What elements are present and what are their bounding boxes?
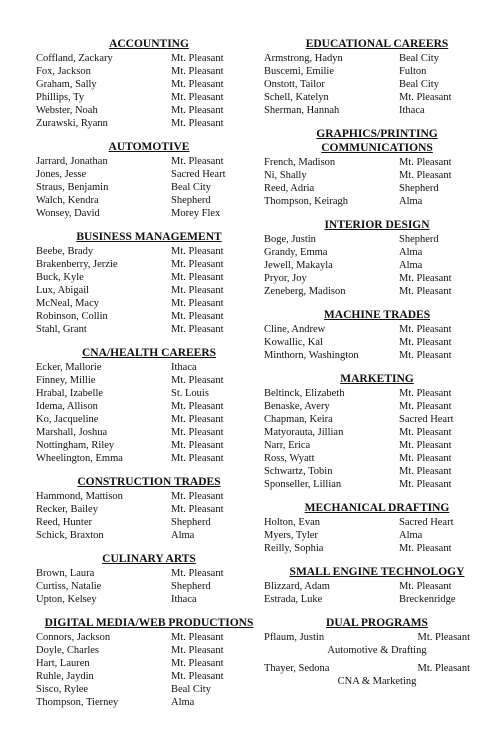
student-row — [36, 78, 262, 91]
student-row — [264, 104, 490, 117]
student-row — [264, 233, 490, 246]
student-city: Mt. Pleasant — [399, 543, 452, 554]
left-column — [36, 38, 262, 720]
student-city: Mt. Pleasant — [171, 298, 224, 309]
section-title: AUTOMOTIVE — [108, 141, 190, 153]
student-name: Thompson, Keiragh — [264, 196, 348, 207]
student-name: Webster, Noah — [36, 105, 98, 116]
student-city: Ithaca — [171, 594, 197, 605]
student-name: McNeal, Macy — [36, 298, 99, 309]
student-row — [264, 285, 490, 298]
student-city: Mt. Pleasant — [171, 311, 224, 322]
student-name: Jewell, Makayla — [264, 260, 333, 271]
student-city: Beal City — [399, 79, 439, 90]
student-city: Mt. Pleasant — [171, 285, 224, 296]
student-city: Alma — [171, 697, 195, 708]
student-row — [36, 452, 262, 465]
section-title: MECHANICAL DRAFTING — [304, 502, 450, 514]
student-name: Robinson, Collin — [36, 311, 108, 322]
student-name: Myers, Tyler — [264, 530, 318, 541]
student-row — [264, 529, 490, 542]
student-name: Hammond, Mattison — [36, 491, 123, 502]
student-row — [36, 683, 262, 696]
student-name: Hart, Lauren — [36, 658, 90, 669]
student-name: Chapman, Keira — [264, 414, 333, 425]
student-name: Boge, Justin — [264, 234, 316, 245]
student-row — [36, 644, 262, 657]
student-row — [264, 169, 490, 182]
student-name: Idema, Allison — [36, 401, 98, 412]
section-title: BUSINESS MANAGEMENT — [76, 231, 222, 243]
student-row — [264, 65, 490, 78]
section-title: CONSTRUCTION TRADES — [77, 476, 221, 488]
student-row — [264, 195, 490, 208]
student-row — [36, 104, 262, 117]
section-title: ACCOUNTING — [109, 38, 189, 50]
student-row — [36, 207, 262, 220]
student-city: Alma — [399, 247, 423, 258]
section-mechanical-drafting — [264, 502, 490, 555]
section-cna-health-careers — [36, 347, 262, 465]
student-city: Mt. Pleasant — [171, 79, 224, 90]
student-name: Sisco, Rylee — [36, 684, 89, 695]
student-row — [36, 593, 262, 606]
section-title: EDUCATIONAL CAREERS — [305, 38, 449, 50]
student-name: Phillips, Ty — [36, 92, 85, 103]
student-name: Matyorauta, Jillian — [264, 427, 344, 438]
student-city: Mt. Pleasant — [171, 453, 224, 464]
student-row — [36, 52, 262, 65]
student-name: Ruhle, Jaydin — [36, 671, 94, 682]
student-row — [264, 465, 490, 478]
student-row — [36, 490, 262, 503]
student-row — [36, 670, 262, 683]
student-city: Beal City — [171, 182, 211, 193]
student-city: Mt. Pleasant — [171, 671, 224, 682]
student-name: Fox, Jackson — [36, 66, 91, 77]
student-name: Sponseller, Lillian — [264, 479, 342, 490]
student-name: Coffland, Zackary — [36, 53, 113, 64]
student-city: Alma — [399, 196, 423, 207]
student-city: Mt. Pleasant — [399, 337, 452, 348]
student-city: Sacred Heart — [399, 517, 454, 528]
student-row — [36, 439, 262, 452]
student-row — [36, 503, 262, 516]
section-title: GRAPHICS/PRINTING — [316, 128, 438, 140]
student-name: Lux, Abigail — [36, 285, 90, 296]
student-name: Jarrard, Jonathan — [36, 156, 108, 167]
student-name: Thayer, Sedona — [264, 663, 330, 674]
student-name: Beebe, Brady — [36, 246, 94, 257]
student-name: Beltinck, Elizabeth — [264, 388, 345, 399]
section-accounting — [36, 38, 262, 130]
student-city: Mt. Pleasant — [171, 92, 224, 103]
student-row — [264, 91, 490, 104]
program-note: CNA & Marketing — [337, 676, 417, 687]
student-name: French, Madison — [264, 157, 336, 168]
student-city: Shepherd — [171, 581, 211, 592]
student-city: Mt. Pleasant — [171, 156, 224, 167]
student-city: Mt. Pleasant — [171, 427, 224, 438]
student-city: Mt. Pleasant — [171, 53, 224, 64]
student-name: Stahl, Grant — [36, 324, 87, 335]
student-city: Mt. Pleasant — [171, 491, 224, 502]
student-city: Shepherd — [399, 234, 439, 245]
student-name: Finney, Millie — [36, 375, 96, 386]
student-row — [36, 297, 262, 310]
student-row — [36, 529, 262, 542]
student-row — [36, 657, 262, 670]
student-row — [264, 542, 490, 555]
student-row — [36, 271, 262, 284]
student-name: Cline, Andrew — [264, 324, 326, 335]
student-row — [36, 426, 262, 439]
student-name: Ko, Jacqueline — [36, 414, 99, 425]
student-row — [36, 65, 262, 78]
student-name: Pryor, Joy — [264, 273, 307, 284]
section-business-management — [36, 231, 262, 336]
student-row — [264, 413, 490, 426]
student-name: Reilly, Sophia — [264, 543, 324, 554]
student-city: Beal City — [171, 684, 211, 695]
student-row — [36, 567, 262, 580]
student-name: Hrabal, Izabelle — [36, 388, 104, 399]
student-city: Shepherd — [399, 183, 439, 194]
student-row — [36, 374, 262, 387]
student-row — [264, 336, 490, 349]
student-name: Onstott, Tailor — [264, 79, 325, 90]
student-name: Buscemi, Emilie — [264, 66, 334, 77]
student-city: Mt. Pleasant — [171, 105, 224, 116]
student-row — [264, 323, 490, 336]
student-name: Ecker, Mallorie — [36, 362, 102, 373]
student-city: Mt. Pleasant — [171, 632, 224, 643]
student-city: Mt. Pleasant — [399, 427, 452, 438]
student-name: Pflaum, Justin — [264, 632, 325, 643]
section-marketing — [264, 373, 490, 491]
student-name: Schick, Braxton — [36, 530, 104, 541]
section-title: MACHINE TRADES — [323, 309, 431, 321]
student-city: St. Louis — [171, 388, 209, 399]
student-name: Straus, Benjamin — [36, 182, 109, 193]
section-title: CNA/HEALTH CAREERS — [81, 347, 217, 359]
student-name: Benaske, Avery — [264, 401, 330, 412]
student-city: Mt. Pleasant — [399, 440, 452, 451]
student-city: Mt. Pleasant — [417, 663, 470, 674]
student-row — [264, 662, 490, 675]
student-row — [264, 439, 490, 452]
student-row — [264, 156, 490, 169]
student-name: Graham, Sally — [36, 79, 97, 90]
section-digital-media-web-productions — [36, 617, 262, 709]
student-city: Mt. Pleasant — [171, 324, 224, 335]
student-row — [264, 400, 490, 413]
student-row — [264, 516, 490, 529]
student-name: Estrada, Luke — [264, 594, 323, 605]
student-name: Zeneberg, Madison — [264, 286, 346, 297]
program-note: Automotive & Drafting — [327, 645, 427, 656]
student-name: Marshall, Joshua — [36, 427, 108, 438]
student-row — [36, 400, 262, 413]
student-city: Mt. Pleasant — [171, 375, 224, 386]
student-city: Mt. Pleasant — [399, 350, 452, 361]
section-machine-trades — [264, 309, 490, 362]
student-name: Blizzard, Adam — [264, 581, 330, 592]
student-city: Mt. Pleasant — [399, 388, 452, 399]
section-educational-careers — [264, 38, 490, 117]
student-city: Mt. Pleasant — [399, 581, 452, 592]
student-row — [36, 258, 262, 271]
student-name: Doyle, Charles — [36, 645, 99, 656]
student-name: Zurawski, Ryann — [36, 118, 108, 129]
student-row — [264, 246, 490, 259]
student-row — [36, 631, 262, 644]
student-row — [36, 361, 262, 374]
student-city: Mt. Pleasant — [399, 170, 452, 181]
section-automotive — [36, 141, 262, 220]
student-city: Mt. Pleasant — [399, 453, 452, 464]
student-city: Alma — [171, 530, 195, 541]
student-name: Kowallic, Kal — [264, 337, 323, 348]
section-title: DIGITAL MEDIA/WEB PRODUCTIONS — [44, 617, 254, 629]
student-row — [264, 387, 490, 400]
student-name: Buck, Kyle — [36, 272, 84, 283]
student-row — [264, 259, 490, 272]
student-city: Mt. Pleasant — [171, 272, 224, 283]
student-row — [36, 696, 262, 709]
student-row — [36, 155, 262, 168]
student-city: Mt. Pleasant — [399, 92, 452, 103]
student-name: Jones, Jesse — [36, 169, 87, 180]
student-row — [264, 182, 490, 195]
student-name: Reed, Hunter — [36, 517, 92, 528]
student-name: Recker, Bailey — [36, 504, 98, 515]
student-name: Armstrong, Hadyn — [264, 53, 343, 64]
student-name: Narr, Erica — [264, 440, 311, 451]
student-city: Shepherd — [171, 517, 211, 528]
student-name: Walch, Kendra — [36, 195, 99, 206]
student-name: Sherman, Hannah — [264, 105, 340, 116]
student-row — [36, 181, 262, 194]
student-row — [264, 452, 490, 465]
student-name: Ross, Wyatt — [264, 453, 315, 464]
student-city: Mt. Pleasant — [417, 632, 470, 643]
student-name: Wheelington, Emma — [36, 453, 123, 464]
student-row — [36, 310, 262, 323]
student-name: Upton, Kelsey — [36, 594, 97, 605]
student-city: Ithaca — [399, 105, 425, 116]
student-city: Mt. Pleasant — [171, 504, 224, 515]
student-city: Mt. Pleasant — [399, 157, 452, 168]
section-title: COMMUNICATIONS — [321, 142, 433, 154]
student-city: Mt. Pleasant — [171, 414, 224, 425]
student-city: Mt. Pleasant — [171, 568, 224, 579]
student-row — [36, 516, 262, 529]
section-interior-design — [264, 219, 490, 298]
student-row — [264, 349, 490, 362]
student-row — [264, 593, 490, 606]
student-city: Mt. Pleasant — [399, 466, 452, 477]
student-city: Mt. Pleasant — [399, 273, 452, 284]
student-city: Beal City — [399, 53, 439, 64]
student-city: Sacred Heart — [171, 169, 226, 180]
student-city: Breckenridge — [399, 594, 456, 605]
student-row — [36, 580, 262, 593]
section-construction-trades — [36, 476, 262, 542]
student-name: Thompson, Tierney — [36, 697, 119, 708]
student-row — [264, 78, 490, 91]
student-name: Wonsey, David — [36, 208, 100, 219]
student-row — [36, 91, 262, 104]
student-city: Fulton — [399, 66, 427, 77]
student-city: Mt. Pleasant — [171, 259, 224, 270]
right-column — [264, 38, 490, 699]
student-name: Ni, Shally — [264, 170, 307, 181]
student-city: Mt. Pleasant — [171, 118, 224, 129]
student-row — [264, 580, 490, 593]
section-culinary-arts — [36, 553, 262, 606]
student-row — [264, 631, 490, 644]
student-city: Mt. Pleasant — [171, 401, 224, 412]
student-city: Sacred Heart — [399, 414, 454, 425]
section-title: SMALL ENGINE TECHNOLOGY — [289, 566, 465, 578]
student-name: Nottingham, Riley — [36, 440, 115, 451]
section-title: CULINARY ARTS — [102, 553, 196, 565]
student-row — [36, 168, 262, 181]
student-name: Schell, Katelyn — [264, 92, 329, 103]
student-name: Schwartz, Tobin — [264, 466, 333, 477]
student-row — [36, 194, 262, 207]
student-name: Connors, Jackson — [36, 632, 111, 643]
section-title: MARKETING — [340, 373, 414, 385]
student-name: Minthorn, Washington — [264, 350, 359, 361]
student-city: Mt. Pleasant — [171, 645, 224, 656]
student-name: Reed, Adria — [264, 183, 315, 194]
student-name: Brakenberry, Jerzie — [36, 259, 118, 270]
student-city: Mt. Pleasant — [171, 66, 224, 77]
student-city: Morey Flex — [171, 208, 221, 219]
student-row — [264, 478, 490, 491]
student-row — [264, 426, 490, 439]
student-name: Grandy, Emma — [264, 247, 328, 258]
student-city: Mt. Pleasant — [171, 658, 224, 669]
section-title: INTERIOR DESIGN — [324, 219, 430, 231]
student-city: Mt. Pleasant — [399, 324, 452, 335]
section-title: DUAL PROGRAMS — [326, 617, 428, 629]
student-row — [36, 387, 262, 400]
student-row — [36, 117, 262, 130]
student-name: Curtiss, Natalie — [36, 581, 102, 592]
section-small-engine-technology — [264, 566, 490, 606]
student-city: Mt. Pleasant — [171, 440, 224, 451]
student-name: Brown, Laura — [36, 568, 95, 579]
student-city: Mt. Pleasant — [171, 246, 224, 257]
student-row — [264, 272, 490, 285]
student-city: Mt. Pleasant — [399, 479, 452, 490]
student-name: Holton, Evan — [264, 517, 320, 528]
student-city: Alma — [399, 260, 423, 271]
student-row — [36, 413, 262, 426]
student-row — [36, 245, 262, 258]
student-row — [36, 284, 262, 297]
section-graphics-printing-communications — [264, 128, 490, 208]
student-city: Mt. Pleasant — [399, 286, 452, 297]
student-city: Ithaca — [171, 362, 197, 373]
student-city: Mt. Pleasant — [399, 401, 452, 412]
student-city: Alma — [399, 530, 423, 541]
student-city: Shepherd — [171, 195, 211, 206]
section-dual-programs — [264, 617, 490, 688]
student-row — [264, 52, 490, 65]
student-row — [36, 323, 262, 336]
